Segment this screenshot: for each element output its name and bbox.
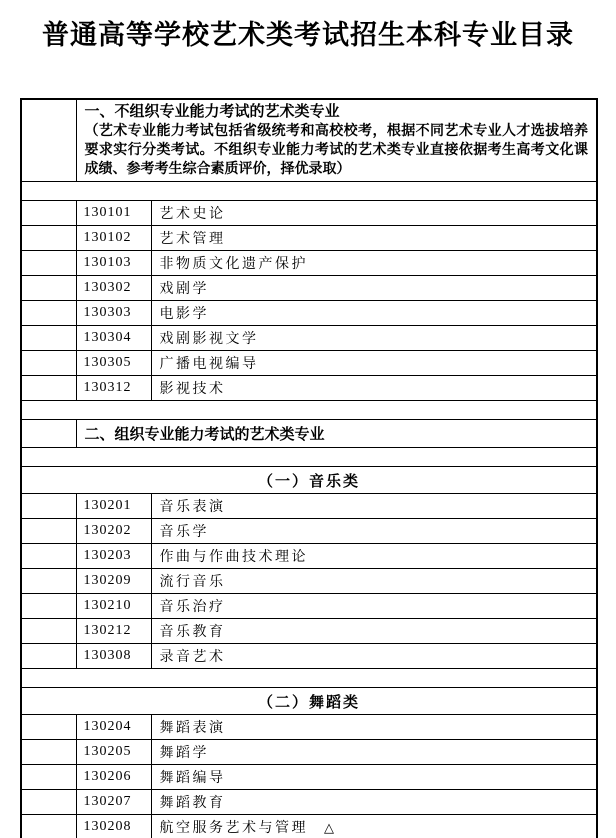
major-row	[21, 251, 597, 276]
empty-cell	[21, 594, 76, 619]
major-code-cell: 130208	[76, 815, 151, 838]
section-row	[21, 420, 597, 448]
major-name-cell	[151, 594, 597, 619]
major-name-cell	[151, 644, 597, 669]
empty-cell	[21, 765, 76, 790]
major-name: 电影学	[159, 307, 209, 322]
section-intro-cell	[76, 99, 597, 182]
major-code-cell: 130210	[76, 594, 151, 619]
major-code-cell: 130206	[76, 765, 151, 790]
major-name: 舞蹈学	[159, 746, 209, 761]
empty-cell	[21, 326, 76, 351]
major-name: 非物质文化遗产保护	[159, 257, 308, 272]
major-code-cell: 130302	[76, 276, 151, 301]
major-name: 舞蹈编导	[159, 771, 226, 786]
spacer-cell	[21, 669, 597, 688]
spacer-row	[21, 448, 597, 467]
major-row	[21, 276, 597, 301]
major-name-cell	[151, 226, 597, 251]
major-name-cell	[151, 619, 597, 644]
major-name-cell	[151, 790, 597, 815]
major-name-cell	[151, 376, 597, 401]
major-row	[21, 301, 597, 326]
major-row	[21, 790, 597, 815]
major-name-cell	[151, 815, 597, 838]
major-code-cell: 130202	[76, 519, 151, 544]
major-row	[21, 544, 597, 569]
empty-cell	[21, 715, 76, 740]
major-name: 音乐学	[159, 525, 209, 540]
major-row	[21, 326, 597, 351]
major-mark: △	[324, 820, 334, 835]
major-row	[21, 740, 597, 765]
spacer-cell	[21, 401, 597, 420]
major-name-cell	[151, 251, 597, 276]
empty-cell	[21, 740, 76, 765]
major-name: 广播电视编导	[159, 357, 259, 372]
major-code-cell: 130305	[76, 351, 151, 376]
intro-row	[21, 99, 597, 182]
major-name-cell	[151, 715, 597, 740]
empty-cell	[21, 99, 76, 182]
major-row	[21, 201, 597, 226]
major-name-cell	[151, 301, 597, 326]
major-code-cell: 130304	[76, 326, 151, 351]
major-name: 舞蹈教育	[159, 796, 226, 811]
major-name: 音乐教育	[159, 625, 226, 640]
major-name: 艺术管理	[159, 232, 226, 247]
major-name-cell	[151, 351, 597, 376]
major-code-cell: 130205	[76, 740, 151, 765]
major-name-cell	[151, 494, 597, 519]
major-code-cell: 130312	[76, 376, 151, 401]
category-row	[21, 688, 597, 715]
empty-cell	[21, 301, 76, 326]
major-name-cell	[151, 519, 597, 544]
category-row	[21, 467, 597, 494]
major-row	[21, 619, 597, 644]
major-name-cell	[151, 569, 597, 594]
major-name: 影视技术	[159, 382, 226, 397]
major-row	[21, 494, 597, 519]
major-code-cell: 130201	[76, 494, 151, 519]
major-code-cell: 130102	[76, 226, 151, 251]
empty-cell	[21, 644, 76, 669]
major-row	[21, 376, 597, 401]
empty-cell	[21, 815, 76, 838]
majors-table	[20, 98, 598, 838]
major-row	[21, 226, 597, 251]
major-name-cell	[151, 276, 597, 301]
spacer-cell	[21, 448, 597, 467]
major-name-cell	[151, 765, 597, 790]
major-row	[21, 644, 597, 669]
major-row	[21, 519, 597, 544]
page-title: 普通高等学校艺术类考试招生本科专业目录	[42, 20, 574, 50]
empty-cell	[21, 619, 76, 644]
major-row	[21, 715, 597, 740]
major-name-cell	[151, 201, 597, 226]
major-name: 戏剧影视文学	[159, 332, 259, 347]
category-heading-cell: （一）音乐类	[21, 467, 597, 494]
major-code-cell: 130103	[76, 251, 151, 276]
section-one-note: （艺术专业能力考试包括省级统考和高校校考，根据不同艺术专业人才选拔培养要求实行分类考试。不组织专业能力考试的艺术类专业直接依据考生高考文化课成绩、参考考生综合素质评价，择优录取）	[84, 122, 588, 176]
major-row	[21, 815, 597, 838]
category-heading-cell: （二）舞蹈类	[21, 688, 597, 715]
empty-cell	[21, 420, 76, 448]
major-code-cell: 130308	[76, 644, 151, 669]
major-name-cell	[151, 544, 597, 569]
empty-cell	[21, 376, 76, 401]
spacer-row	[21, 182, 597, 201]
empty-cell	[21, 569, 76, 594]
empty-cell	[21, 251, 76, 276]
major-code-cell: 130101	[76, 201, 151, 226]
empty-cell	[21, 494, 76, 519]
major-row	[21, 765, 597, 790]
spacer-row	[21, 401, 597, 420]
empty-cell	[21, 351, 76, 376]
major-name: 音乐表演	[159, 500, 226, 515]
major-code-cell: 130203	[76, 544, 151, 569]
section-two-heading: 二、组织专业能力考试的艺术类专业	[76, 420, 597, 448]
major-name: 艺术史论	[159, 207, 226, 222]
major-code-cell: 130212	[76, 619, 151, 644]
major-name: 录音艺术	[159, 650, 226, 665]
major-name-cell	[151, 740, 597, 765]
empty-cell	[21, 790, 76, 815]
major-code-cell: 130209	[76, 569, 151, 594]
empty-cell	[21, 544, 76, 569]
empty-cell	[21, 201, 76, 226]
major-name: 戏剧学	[159, 282, 209, 297]
major-name: 航空服务艺术与管理	[159, 821, 308, 836]
major-row	[21, 569, 597, 594]
major-name-cell	[151, 326, 597, 351]
major-code-cell: 130207	[76, 790, 151, 815]
major-name: 作曲与作曲技术理论	[159, 550, 308, 565]
spacer-row	[21, 669, 597, 688]
empty-cell	[21, 276, 76, 301]
major-name: 流行音乐	[159, 575, 226, 590]
empty-cell	[21, 226, 76, 251]
empty-cell	[21, 519, 76, 544]
major-row	[21, 594, 597, 619]
major-code-cell: 130204	[76, 715, 151, 740]
major-code-cell: 130303	[76, 301, 151, 326]
section-one-heading: 一、不组织专业能力考试的艺术类专业	[84, 103, 340, 120]
major-name: 舞蹈表演	[159, 721, 226, 736]
major-row	[21, 351, 597, 376]
major-name: 音乐治疗	[159, 600, 226, 615]
spacer-cell	[21, 182, 597, 201]
